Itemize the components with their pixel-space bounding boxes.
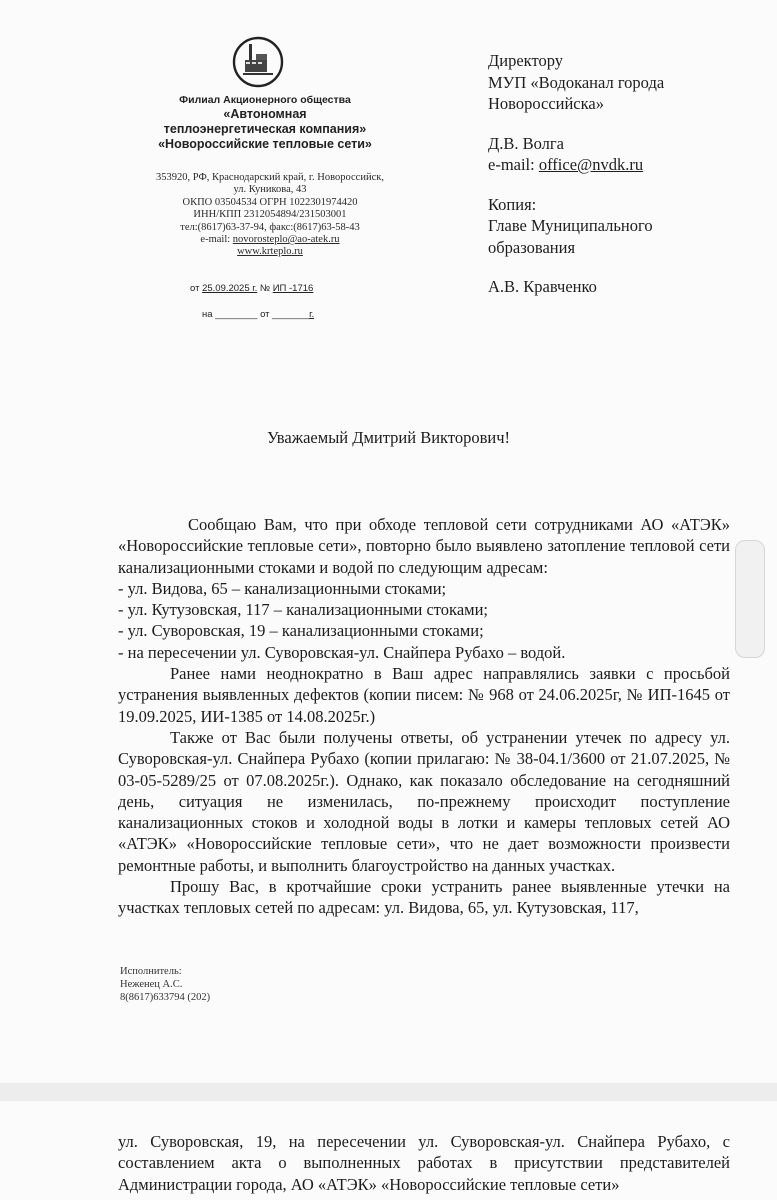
ref-number: ИП -1716 xyxy=(272,283,314,294)
address-line: тел:(8617)63-37-94, факс:(8617)63-58-43 xyxy=(180,221,360,233)
sender-org-line: «Новороссийские тепловые сети» xyxy=(158,137,372,151)
copy-line: образования xyxy=(488,237,576,257)
address-line: ОКПО 03504534 ОГРН 1022301974420 xyxy=(182,196,358,208)
recipient-email-link[interactable]: office@nvdk.ru xyxy=(538,155,644,174)
email-label: e-mail: xyxy=(488,155,539,174)
executor-block xyxy=(120,966,210,1004)
list-item: - на пересечении ул. Суворовская-ул. Снайпера Рубахо – водой. xyxy=(118,642,566,662)
list-item: - ул. Кутузовская, 117 – канализационными стоками; xyxy=(118,600,489,620)
page-separator xyxy=(0,1083,777,1101)
executor-name: Неженец А.С. xyxy=(120,978,183,990)
email-label: e-mail: xyxy=(200,234,233,246)
list-item: - ул. Видова, 65 – канализационными стоками; xyxy=(118,578,447,598)
sender-email-line xyxy=(125,234,415,246)
paragraph: Ранее нами неоднократно в Ваш адрес направлялись заявки с просьбой устранения выявленных дефектов (копии писем: № 968 от 24.06.2025г, № ИП-1645 от 19.09.2025, ИИ-1385 от 14.08.2025г.) xyxy=(118,664,730,726)
sender-email-link[interactable]: novorosteplo@ao-atek.ru xyxy=(232,234,340,246)
letter-body xyxy=(118,514,730,919)
reply-from-label: от xyxy=(260,309,270,320)
list-item: - ул. Суворовская, 19 – канализационными стоками; xyxy=(118,621,484,641)
recipient-line: Директору xyxy=(488,51,563,70)
ref-mid: № xyxy=(257,283,273,294)
sender-org-line: Филиал Акционерного общества xyxy=(179,94,351,106)
sender-address-block xyxy=(125,172,415,259)
recipient-contact xyxy=(488,133,664,176)
recipient-name: Д.В. Волга xyxy=(488,133,564,153)
recipient-line: МУП «Водоканал города xyxy=(488,72,665,92)
copy-recipient-name: А.В. Кравченко xyxy=(488,277,597,296)
paragraph: Сообщаю Вам, что при обходе тепловой сети сотрудниками АО «АТЭК» «Новороссийские тепловые сети», повторно было выявлено затопление тепловой сети канализационными стоками и водой по следующим адресам: xyxy=(118,515,730,577)
copy-recipient xyxy=(488,194,664,259)
address-line: ул. Куникова, 43 xyxy=(233,184,307,196)
address-line: ИНН/КПП 2312054894/231503001 xyxy=(193,209,347,221)
greeting: Уважаемый Дмитрий Викторович! xyxy=(266,428,510,447)
recipient-main xyxy=(488,50,664,115)
executor-phone: 8(8617)633794 (202) xyxy=(120,991,211,1003)
ref-date: 25.09.2025 г. xyxy=(202,283,258,294)
sender-org-line: теплоэнергетическая компания» xyxy=(163,122,367,136)
sender-organization xyxy=(120,94,410,152)
recipient-email-line xyxy=(488,154,664,176)
paragraph: ул. Суворовская, 19, на пересечении ул. Суворовская-ул. Снайпера Рубахо, с составлением акта о выполненных работах в присутствии представителей Администрации города, АО «АТЭК» «Новороссийские тепловые сети» xyxy=(118,1132,730,1194)
copy-line: Главе Муниципального xyxy=(488,216,653,235)
address-line: 353920, РФ, Краснодарский край, г. Новороссийск, xyxy=(156,172,384,183)
reply-reference: на ________ от _______г. xyxy=(202,309,315,320)
executor-label: Исполнитель: xyxy=(120,966,182,977)
paragraph: Также от Вас были получены ответы, об устранении утечек по адресу ул. Суворовская-ул. Снайпера Рубахо (копии прилагаю: № 38-04.1/3600 от 21.07.2025, № 03-05-5289/25 от 07.08.2025г.). Однако, как показало обследование на сегодняшний день, ситуация не изменилась, по-прежнему происходит поступление канализационных стоков и холодной воды в лотки и камеры тепловых сетей АО «АТЭК» «Новороссийские тепловые сети», что не дает возможности произвести ремонтные работы, и выполнить благоустройство на данных участках. xyxy=(118,727,730,875)
recipient-block xyxy=(488,50,664,298)
recipient-line: Новороссийска» xyxy=(488,94,604,113)
ref-prefix: от xyxy=(190,283,203,294)
scrollbar-handle[interactable] xyxy=(735,540,765,658)
letter-page-2 xyxy=(0,1101,777,1200)
outgoing-reference xyxy=(190,283,313,294)
reply-year-label: г. xyxy=(309,309,315,320)
copy-label: Копия: xyxy=(488,194,537,214)
sender-website-link[interactable]: www.krteplo.ru xyxy=(237,246,303,258)
sender-org-line: «Автономная xyxy=(223,107,307,121)
reply-on-label: на xyxy=(202,309,213,320)
company-logo-icon xyxy=(232,36,284,88)
paragraph: Прошу Вас, в кротчайшие сроки устранить ранее выявленные утечки на участках тепловых сетей по адресам: ул. Видова, 65, ул. Кутузовская, 117, xyxy=(118,877,730,918)
